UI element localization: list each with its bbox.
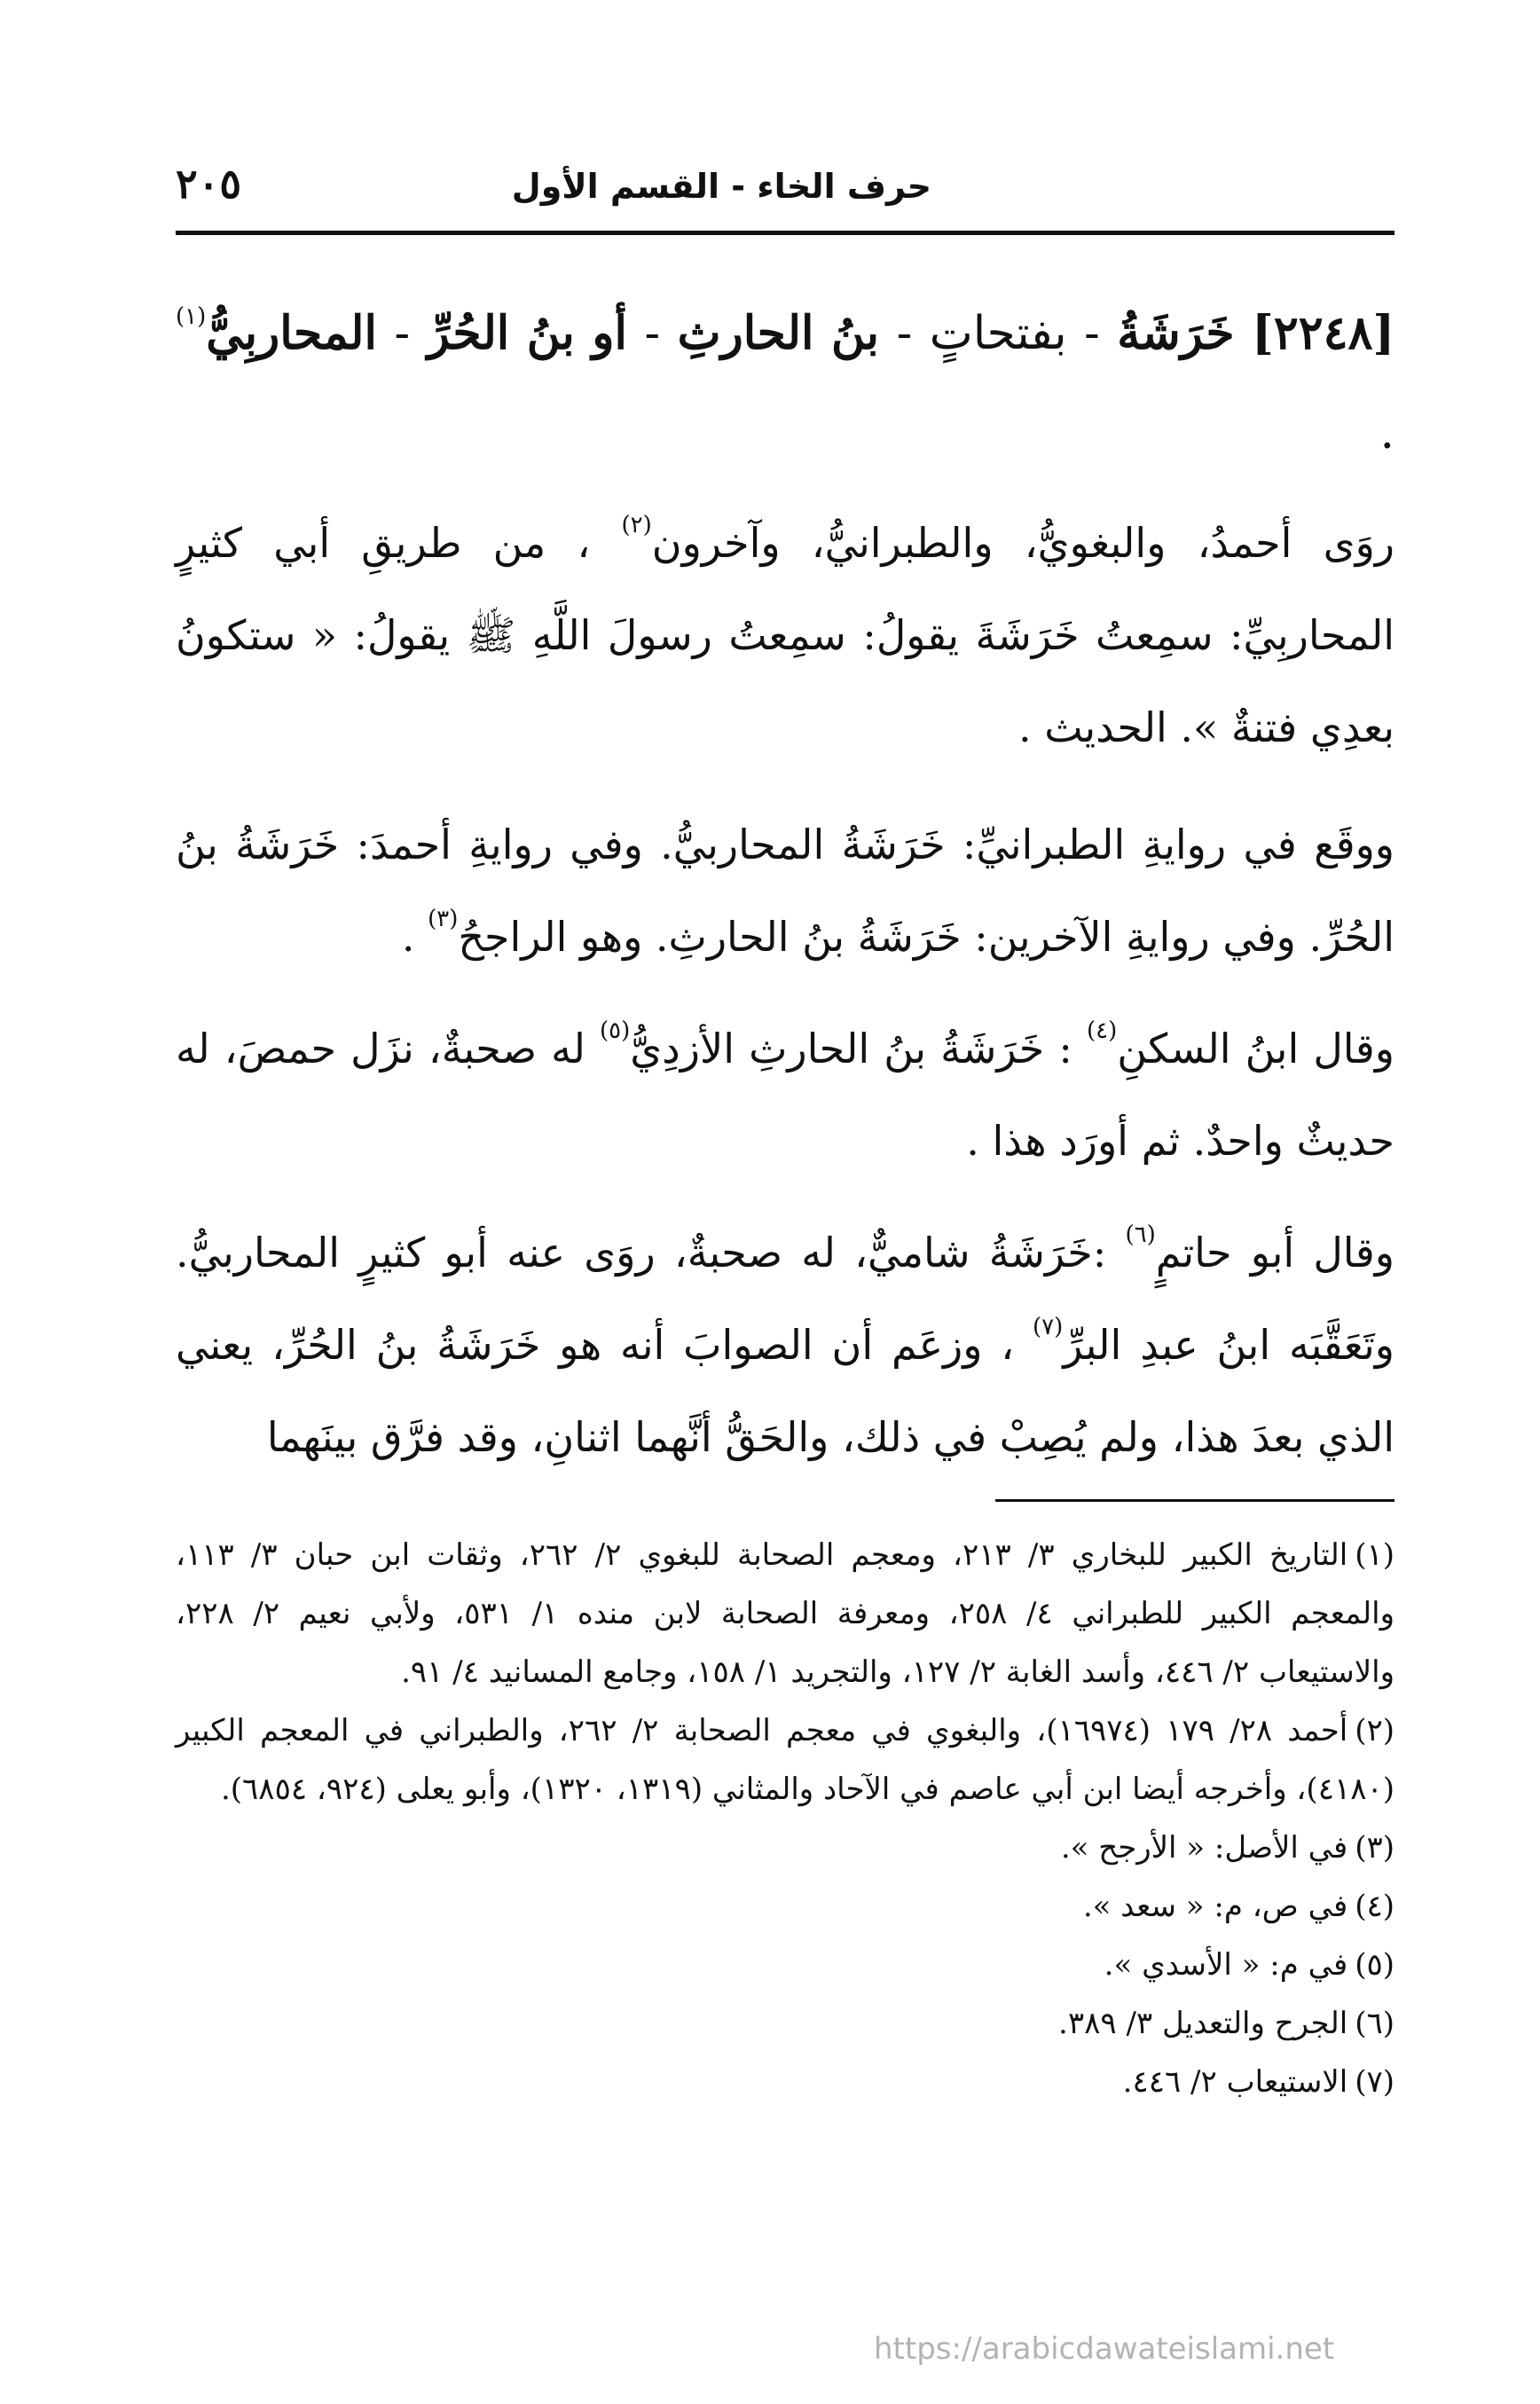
paragraph-text: وقال أبو حاتمٍ [1155,1229,1395,1277]
footnote-2 [176,1701,1395,1819]
entry-father-name: بنُ الحارثِ [677,306,880,360]
footnote-text: الاستيعاب ٢/ ٤٤٦. [1122,2064,1348,2100]
page-header [176,151,1395,222]
entry-alternate-name: أو بنُ الحُرِّ [427,306,627,360]
entry-number: [٢٢٤٨] [1252,306,1395,360]
footnote-marker[interactable]: (٦) [1125,1222,1156,1248]
entry-name: خَرَشَةُ [1117,306,1235,360]
footnote-number: (١) [1355,1537,1395,1573]
paragraph-text: : خَرَشَةُ بنُ الحارثِ الأزدِيُّ [630,1025,1072,1072]
footnote-text: في م: « الأسدي ». [1104,1947,1348,1983]
footnote-marker[interactable]: (٤) [1086,1017,1118,1044]
entry-heading [176,284,1395,483]
footnotes [176,1526,1395,2111]
footnote-text: في الأصل: « الأرجح ». [1060,1830,1348,1866]
footnote-3 [176,1819,1395,1877]
paragraph-text: . [401,913,415,961]
footnote-marker[interactable]: (٧) [1033,1314,1064,1340]
paragraph-1 [176,497,1395,774]
footnote-6 [176,1994,1395,2053]
heading-separator: - [644,307,661,360]
heading-separator: - [896,307,913,360]
footnote-number: (٧) [1355,2064,1395,2100]
footnote-text: أحمد ٢٨/ ١٧٩ (١٦٩٧٤)، والبغوي في معجم الصحابة ٢/ ٢٦٢، والطبراني في المعجم الكبير (٤١٨٠)، وأخرجه أيضا ابن أبي عاصم في الآحاد والمثاني (١٣١٩، ١٣٢٠)، وأبو يعلى (٩٢٤، ٦٨٥٤). [176,1713,1395,1807]
entry-nisba: المحاربِيُّ [206,306,377,360]
paragraph-text: له صحبةٌ، نزَل حمصَ، له حديثٌ واحدٌ. ثم أورَد هذا . [176,1025,1395,1165]
header-rule [176,231,1395,235]
footnote-number: (٤) [1355,1889,1395,1924]
footnote-marker[interactable]: (٥) [599,1017,631,1044]
footnote-number: (٥) [1355,1947,1395,1983]
footnote-4 [176,1877,1395,1936]
paragraph-2 [176,798,1395,983]
footnote-marker[interactable]: (٣) [428,906,459,932]
paragraph-text: :خَرَشَةُ شاميٌّ، له صحبةٌ، روَى عنه أبو كثيرٍ المحاربيُّ. وتَعَقَّبَه ابنُ عبدِ البرِّ [176,1229,1395,1369]
heading-separator: - [394,307,411,360]
heading-end: . [1379,406,1395,460]
paragraph-3 [176,1002,1395,1187]
footnote-marker[interactable]: (٢) [621,512,652,538]
watermark-url: https://arabicdawateislami.net [874,2331,1335,2367]
paragraph-text: وقال ابنُ السكنِ [1117,1025,1395,1072]
heading-separator: - [1084,307,1100,360]
footnote-7 [176,2053,1395,2111]
footnote-1 [176,1526,1395,1701]
footnote-text: في ص، م: « سعد ». [1082,1889,1348,1924]
footnote-5 [176,1936,1395,1994]
footnote-number: (٣) [1355,1830,1395,1866]
footnote-text: الجرح والتعديل ٣/ ٣٨٩. [1058,2006,1348,2041]
footnote-number: (٦) [1355,2006,1395,2041]
paragraph-4 [176,1206,1395,1483]
paragraph-text: ، وزعَم أن الصوابَ أنه هو خَرَشَةُ بنُ الحُرِّ، يعني الذي بعدَ هذا، ولم يُصِبْ في ذلك، والحَقُّ أنَّهما اثنانِ، وقد فرَّق بينَهما [176,1321,1395,1461]
paragraph-text: روَى أحمدُ، والبغويُّ، والطبرانيُّ، وآخرون [651,519,1395,567]
running-title: حرف الخاء - القسم الأول [511,167,931,206]
footnote-number: (٢) [1355,1713,1395,1748]
entry-vocalization-note: بفتحاتٍ [929,307,1067,360]
footnote-text: التاريخ الكبير للبخاري ٣/ ٢١٣، ومعجم الصحابة للبغوي ٢/ ٢٦٢، وثقات ابن حبان ٣/ ١١٣، والمعجم الكبير للطبراني ٤/ ٢٥٨، ومعرفة الصحابة لابن منده ١/ ٥٣١، ولأبي نعيم ٢/ ٢٢٨، والاستيعاب ٢/ ٤٤٦، وأسد الغابة ٢/ ١٢٧، والتجريد ١/ ١٥٨، وجامع المسانيد ٤/ ٩١. [176,1537,1395,1690]
footnote-separator [995,1499,1395,1502]
page-number: ٢٠٥ [176,160,242,208]
footnote-marker[interactable]: (١) [176,303,207,330]
paragraph-text: ، من طريقِ أبي كثيرٍ المحاربِيِّ: سمِعتُ خَرَشَةَ يقولُ: سمِعتُ رسولَ اللَّهِ ﷺ يقولُ: « ستكونُ بعدِي فتنةٌ ». الحديث . [176,519,1395,751]
paragraph-text: ووقَع في روايةِ الطبرانيِّ: خَرَشَةُ المحاربيُّ. وفي روايةِ أحمدَ: خَرَشَةُ بنُ الحُرِّ. وفي روايةِ الآخرين: خَرَشَةُ بنُ الحارثِ. وهو الراجحُ [176,821,1395,961]
